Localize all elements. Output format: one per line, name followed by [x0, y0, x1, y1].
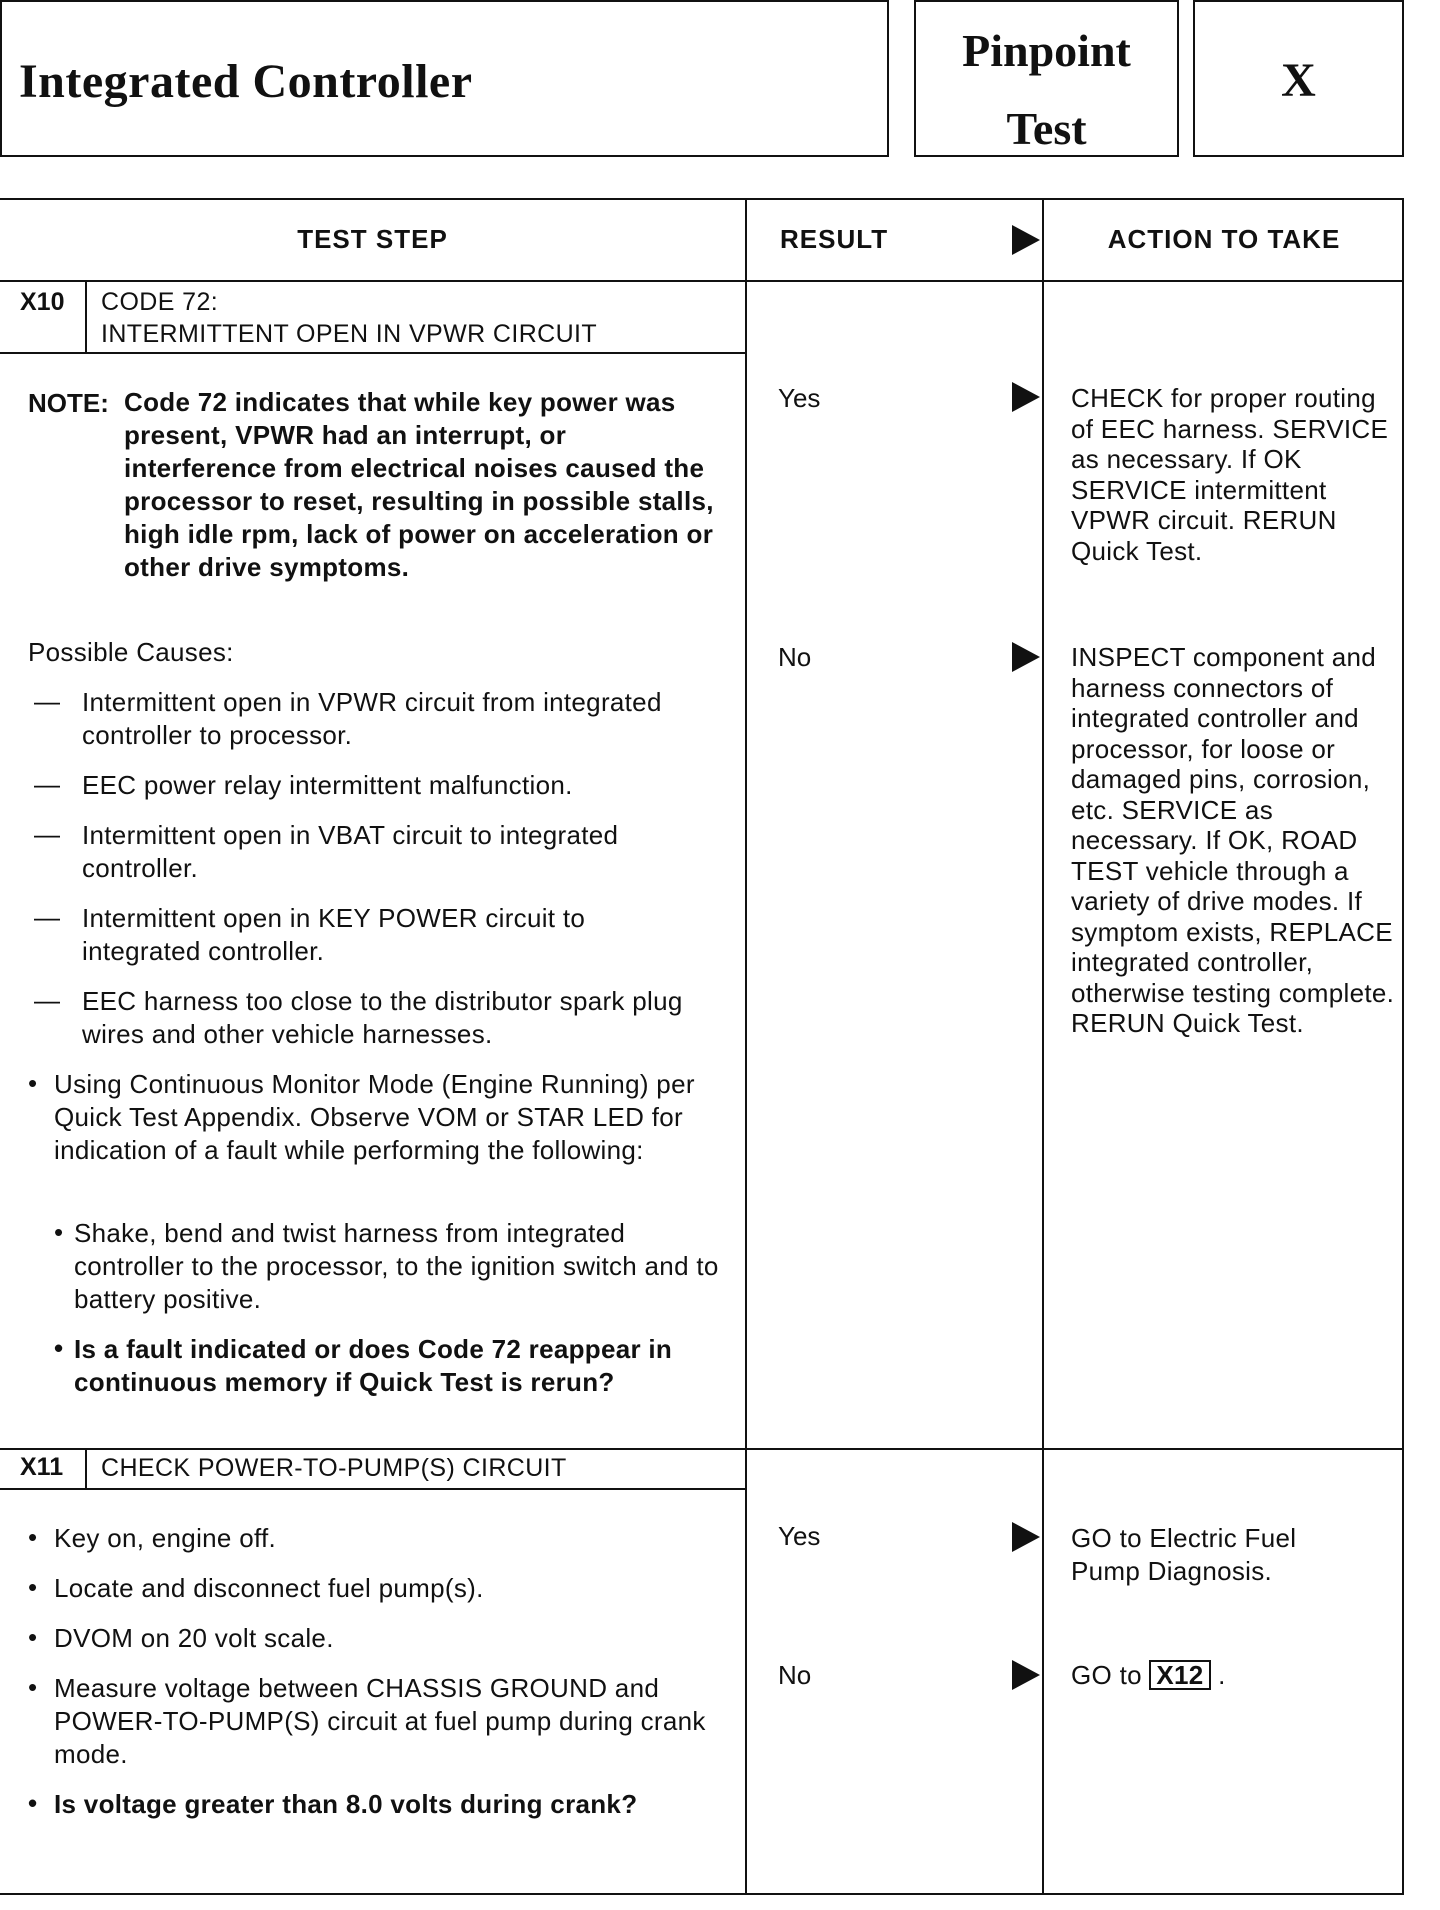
column-divider-action [1042, 198, 1044, 1895]
step-title-line2: INTERMITTENT OPEN IN VPWR CIRCUIT [101, 320, 598, 348]
arrow-icon [1012, 382, 1040, 412]
question-text: Is a fault indicated or does Code 72 reappear in continuous memory if Quick Test is rerun? [74, 1334, 673, 1397]
action-no [1071, 1660, 1371, 1691]
step-item: Measure voltage between CHASSIS GROUND and POWER-TO-PUMP(S) circuit at fuel pump during crank mode. [54, 1673, 706, 1769]
column-divider-result [745, 198, 747, 1895]
bullet-icon: • [28, 1672, 38, 1702]
result-no: No [778, 642, 812, 672]
arrow-icon [1012, 1660, 1040, 1690]
test-label: Test [1006, 103, 1087, 154]
pinpoint-test-box [914, 0, 1179, 157]
step-reference-link[interactable]: X12 [1149, 1660, 1210, 1690]
bullet-icon: • [28, 1622, 38, 1652]
step-x11-header [0, 1448, 747, 1490]
arrow-icon [1012, 1522, 1040, 1552]
column-header-action: ACTION TO TAKE [1107, 223, 1341, 254]
sub-instruction-text: Shake, bend and twist harness from integrated controller to the processor, to the ignition switch and to battery positive. [74, 1218, 719, 1314]
pinpoint-label: Pinpoint [962, 25, 1131, 76]
bullet-icon: • [54, 1333, 64, 1363]
bullet-icon: • [28, 1572, 38, 1602]
result-yes: Yes [778, 383, 821, 413]
action-no-prefix: GO to [1071, 1660, 1142, 1690]
cause-item: EEC power relay intermittent malfunction. [82, 770, 573, 800]
cause-item: Intermittent open in VBAT circuit to integrated controller. [82, 820, 619, 883]
page-title: Integrated Controller [19, 55, 473, 108]
title-box [0, 0, 889, 157]
action-no: INSPECT component and harness connectors of integrated controller and processor, for loose or damaged pins, corrosion, etc. SERVICE as necessary. If OK, ROAD TEST vehicle through a variety of drive modes. If symptom exists, REPLACE integrated controller, otherwise testing complete. RERUN Quick Test. [1071, 642, 1395, 1038]
action-no-suffix: . [1218, 1660, 1226, 1690]
step-number: X10 [0, 280, 87, 352]
step-number: X11 [0, 1448, 87, 1488]
dash-icon: — [34, 819, 60, 849]
bullet-icon: • [28, 1068, 38, 1098]
step-title-line1: CODE 72: [101, 288, 219, 316]
possible-causes-label: Possible Causes: [28, 637, 234, 667]
result-no: No [778, 1660, 812, 1690]
arrow-icon [1012, 225, 1040, 255]
step-x10-header [0, 280, 747, 354]
dash-icon: — [34, 686, 60, 716]
test-letter: X [1281, 54, 1316, 107]
note-label: NOTE: [28, 388, 109, 418]
cause-item: EEC harness too close to the distributor spark plug wires and other vehicle harnesses. [82, 986, 683, 1049]
test-letter-box [1193, 0, 1404, 157]
instruction-text: Using Continuous Monitor Mode (Engine Running) per Quick Test Appendix. Observe VOM or STAR LED for indication of a fault while performing the following: [54, 1069, 695, 1165]
dash-icon: — [34, 769, 60, 799]
cause-item: Intermittent open in VPWR circuit from integrated controller to processor. [82, 687, 662, 750]
step-title [101, 280, 597, 350]
arrow-icon [1012, 642, 1040, 672]
column-header-result: RESULT [780, 223, 889, 254]
step-title: CHECK POWER-TO-PUMP(S) CIRCUIT [101, 1454, 567, 1482]
step-item: Key on, engine off. [54, 1523, 277, 1553]
note-text: Code 72 indicates that while key power was present, VPWR had an interrupt, or interference from electrical noises caused the processor to reset, resulting in possible stalls, high idle rpm, lack of power on acceleration or other drive symptoms. [124, 387, 714, 582]
bullet-icon: • [28, 1522, 38, 1552]
step-item: DVOM on 20 volt scale. [54, 1623, 334, 1653]
result-yes: Yes [778, 1521, 821, 1551]
question-text: Is voltage greater than 8.0 volts during crank? [54, 1789, 638, 1819]
dash-icon: — [34, 902, 60, 932]
bullet-icon: • [28, 1788, 38, 1818]
action-yes: CHECK for proper routing of EEC harness. SERVICE as necessary. If OK SERVICE intermittent VPWR circuit. RERUN Quick Test. [1071, 383, 1389, 566]
bullet-icon: • [54, 1217, 64, 1247]
dash-icon: — [34, 985, 60, 1015]
column-header-test-step: TEST STEP [297, 223, 448, 254]
action-yes: GO to Electric Fuel Pump Diagnosis. [1071, 1523, 1297, 1586]
step-item: Locate and disconnect fuel pump(s). [54, 1573, 484, 1603]
cause-item: Intermittent open in KEY POWER circuit to integrated controller. [82, 903, 586, 966]
